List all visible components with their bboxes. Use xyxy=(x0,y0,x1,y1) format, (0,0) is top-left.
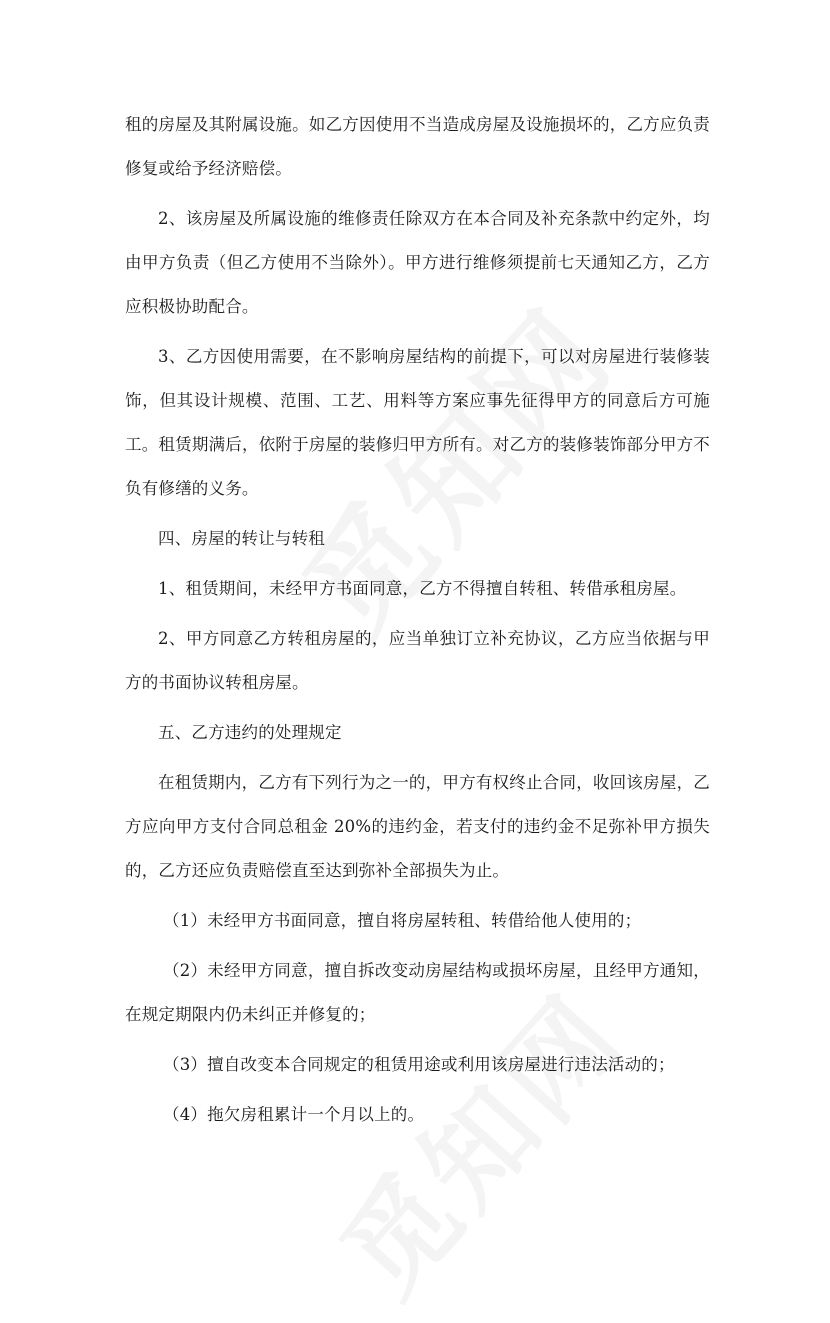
paragraph-sublet-clause-2: 2、甲方同意乙方转租房屋的，应当单独订立补充协议，乙方应当依据与甲方的书面协议转租房屋。 xyxy=(125,629,710,692)
document-body xyxy=(125,103,710,1143)
list-item-breach-3: （3）擅自改变本合同规定的租赁用途或利用该房屋进行违法活动的； xyxy=(163,1055,675,1074)
section-heading-transfer-sublet: 四、房屋的转让与转租 xyxy=(158,529,325,548)
paragraph-clause-3-decoration: 3、乙方因使用需要，在不影响房屋结构的前提下，可以对房屋进行装修装饰，但其设计规模、范围、工艺、用料等方案应事先征得甲方的同意后方可施工。租赁期满后，依附于房屋的装修归甲方所有。对乙方的装修装饰部分甲方不负有修缮的义务。 xyxy=(125,347,710,498)
list-item-breach-4: （4）拖欠房租累计一个月以上的。 xyxy=(163,1105,425,1124)
paragraph-breach-terms: 在租赁期内，乙方有下列行为之一的，甲方有权终止合同，收回该房屋，乙方应向甲方支付合同总租金 20%的违约金，若支付的违约金不足弥补甲方损失的，乙方还应负责赔偿直至达到弥补全部损失为止。 xyxy=(125,773,710,880)
list-item-breach-2: （2）未经甲方同意，擅自拆改变动房屋结构或损坏房屋，且经甲方通知，在规定期限内仍未纠正并修复的； xyxy=(125,961,710,1024)
paragraph-sublet-clause-1: 1、租赁期间，未经甲方书面同意，乙方不得擅自转租、转借承租房屋。 xyxy=(158,579,687,598)
section-heading-breach: 五、乙方违约的处理规定 xyxy=(158,723,342,742)
paragraph-clause-2-maintenance: 2、该房屋及所属设施的维修责任除双方在本合同及补充条款中约定外，均由甲方负责（但乙方使用不当除外）。甲方进行维修须提前七天通知乙方，乙方应积极协助配合。 xyxy=(125,209,710,316)
paragraph-repair-liability: 租的房屋及其附属设施。如乙方因使用不当造成房屋及设施损坏的，乙方应负责修复或给予经济赔偿。 xyxy=(125,115,710,178)
list-item-breach-1: （1）未经甲方书面同意，擅自将房屋转租、转借给他人使用的； xyxy=(163,911,642,930)
